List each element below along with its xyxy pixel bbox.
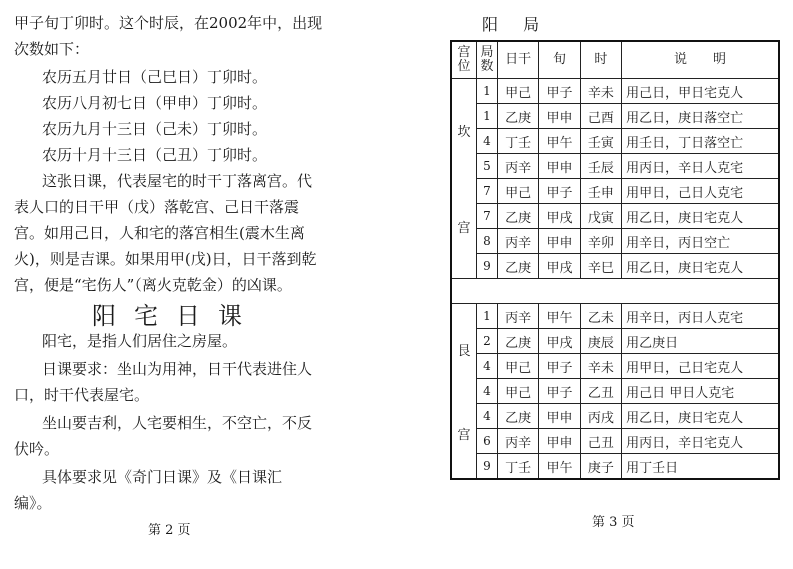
desc-cell: 用乙日，庚日落空亡 <box>622 104 779 129</box>
text-line: 具体要求见《奇门日课》及《日课汇 <box>42 468 283 486</box>
desc-cell: 用乙日，庚日宅克人 <box>622 204 779 229</box>
rigan-cell: 乙庚 <box>498 104 539 129</box>
shi-cell: 己酉 <box>580 104 621 129</box>
header-desc: 说 明 <box>622 41 779 79</box>
ju-cell: 1 <box>477 79 498 104</box>
ju-cell: 7 <box>477 204 498 229</box>
palace-char: 坎 <box>457 125 471 140</box>
ju-cell: 7 <box>477 179 498 204</box>
text-line: 阳宅，是指人们居住之房屋。 <box>42 332 238 350</box>
xun-cell: 甲申 <box>539 104 580 129</box>
desc-cell: 用己日 甲日人克宅 <box>622 379 779 404</box>
text-line: 伏吟。 <box>14 440 60 458</box>
rigan-cell: 乙庚 <box>498 404 539 429</box>
table-row <box>451 354 779 379</box>
xun-cell: 甲子 <box>539 379 580 404</box>
rigan-cell: 甲己 <box>498 179 539 204</box>
shi-cell: 辛巳 <box>580 254 621 279</box>
xun-cell: 甲子 <box>539 354 580 379</box>
ju-cell: 1 <box>477 104 498 129</box>
palace-char: 艮 <box>457 343 471 359</box>
rigan-cell: 甲己 <box>498 379 539 404</box>
xun-cell: 甲戌 <box>539 254 580 279</box>
text-line: 农历九月十三日（己未）丁卯时。 <box>42 120 268 138</box>
text-line: 农历十月十三日（己丑）丁卯时。 <box>42 146 268 164</box>
table-row <box>451 79 779 104</box>
header-rigan: 日干 <box>498 41 539 79</box>
shi-cell: 壬申 <box>580 179 621 204</box>
ju-cell: 6 <box>477 429 498 454</box>
rigan-cell: 乙庚 <box>498 254 539 279</box>
xun-cell: 甲申 <box>539 229 580 254</box>
rigan-cell: 丙辛 <box>498 304 539 329</box>
page-number: 第 3 页 <box>592 515 635 530</box>
ju-cell: 8 <box>477 229 498 254</box>
header-ju: 局数 <box>477 41 498 79</box>
shi-cell: 壬寅 <box>580 129 621 154</box>
desc-cell: 用乙庚日 <box>622 329 779 354</box>
text-line: 宫，便是“宅伤人”（离火克乾金）的凶课。 <box>14 276 292 294</box>
desc-cell: 用丙日，辛日人克宅 <box>622 154 779 179</box>
table-header-row <box>451 41 779 79</box>
yang-ju-table <box>450 40 780 480</box>
text-line: 甲子旬丁卯时。这个时辰，在2002年中，出现 <box>14 14 323 32</box>
text-line: 火)，则是吉课。如果用甲(戊)日，日干落到乾 <box>14 250 317 268</box>
text-line: 口，时干代表屋宅。 <box>14 386 150 404</box>
table-row <box>451 304 779 329</box>
rigan-cell: 丁壬 <box>498 454 539 480</box>
ju-cell: 9 <box>477 254 498 279</box>
shi-cell: 辛卯 <box>580 229 621 254</box>
desc-cell: 用甲日，己日宅克人 <box>622 354 779 379</box>
ju-cell: 9 <box>477 454 498 480</box>
desc-cell: 用丙日，辛日宅克人 <box>622 429 779 454</box>
desc-cell: 用乙日，庚日宅克人 <box>622 254 779 279</box>
ju-cell: 1 <box>477 304 498 329</box>
rigan-cell: 丁壬 <box>498 129 539 154</box>
ju-cell: 4 <box>477 129 498 154</box>
shi-cell: 乙丑 <box>580 379 621 404</box>
rigan-cell: 丙辛 <box>498 229 539 254</box>
shi-cell: 辛未 <box>580 354 621 379</box>
xun-cell: 甲午 <box>539 129 580 154</box>
header-shi: 时 <box>580 41 621 79</box>
table-row <box>451 404 779 429</box>
desc-cell: 用辛日，丙日人克宅 <box>622 304 779 329</box>
ju-cell: 4 <box>477 379 498 404</box>
table-row <box>451 104 779 129</box>
desc-cell: 用甲日，己日人克宅 <box>622 179 779 204</box>
table-row <box>451 379 779 404</box>
xun-cell: 甲戌 <box>539 329 580 354</box>
palace-char: 宫 <box>457 427 471 443</box>
shi-cell: 庚子 <box>580 454 621 480</box>
table-row <box>451 454 779 480</box>
desc-cell: 用乙日，庚日宅克人 <box>622 404 779 429</box>
shi-cell: 丙戌 <box>580 404 621 429</box>
rigan-cell: 甲己 <box>498 354 539 379</box>
page-number: 第 2 页 <box>148 523 191 538</box>
section-heading: 阳宅日课 <box>92 302 260 330</box>
text-line: 次数如下： <box>14 40 90 58</box>
ju-cell: 4 <box>477 354 498 379</box>
xun-cell: 甲申 <box>539 154 580 179</box>
text-line: 农历五月廿日（己巳日）丁卯时。 <box>42 68 268 86</box>
right-page <box>400 0 793 569</box>
shi-cell: 辛未 <box>580 79 621 104</box>
palace-cell <box>451 79 477 279</box>
text-line: 编》。 <box>14 494 52 512</box>
rigan-cell: 乙庚 <box>498 329 539 354</box>
xun-cell: 甲戌 <box>539 204 580 229</box>
table-row <box>451 154 779 179</box>
shi-cell: 壬辰 <box>580 154 621 179</box>
xun-cell: 甲子 <box>539 179 580 204</box>
ju-cell: 5 <box>477 154 498 179</box>
table-row <box>451 229 779 254</box>
desc-cell: 用辛日，丙日空亡 <box>622 229 779 254</box>
palace-cell <box>451 304 477 480</box>
table-row <box>451 204 779 229</box>
text-line: 农历八月初七日（甲申）丁卯时。 <box>42 94 268 112</box>
text-line: 日课要求：坐山为用神，日干代表进住人 <box>42 360 313 378</box>
desc-cell: 用丁壬日 <box>622 454 779 480</box>
shi-cell: 庚辰 <box>580 329 621 354</box>
text-line: 坐山要吉利，人宅要相生，不空亡，不反 <box>42 414 313 432</box>
table-row <box>451 179 779 204</box>
header-palace: 宫位 <box>451 41 477 79</box>
table-row <box>451 129 779 154</box>
text-line: 这张日课，代表屋宅的时干丁落离宫。代 <box>42 172 313 190</box>
rigan-cell: 甲己 <box>498 79 539 104</box>
table-row <box>451 329 779 354</box>
separator-cell <box>451 279 779 304</box>
xun-cell: 甲午 <box>539 454 580 480</box>
xun-cell: 甲子 <box>539 79 580 104</box>
ju-cell: 2 <box>477 329 498 354</box>
rigan-cell: 丙辛 <box>498 429 539 454</box>
separator-row <box>451 279 779 304</box>
desc-cell: 用己日，甲日宅克人 <box>622 79 779 104</box>
ju-cell: 4 <box>477 404 498 429</box>
rigan-cell: 丙辛 <box>498 154 539 179</box>
shi-cell: 乙未 <box>580 304 621 329</box>
header-xun: 旬 <box>539 41 580 79</box>
table-title: 阳 局 <box>482 15 550 34</box>
text-line: 宫。如用己日，人和宅的落宫相生(震木生离 <box>14 224 305 242</box>
shi-cell: 己丑 <box>580 429 621 454</box>
palace-char: 宫 <box>457 221 471 236</box>
xun-cell: 甲申 <box>539 404 580 429</box>
text-line: 表人口的日干甲（戊）落乾宫、己日干落震 <box>14 198 300 216</box>
table-row <box>451 429 779 454</box>
table-row <box>451 254 779 279</box>
shi-cell: 戊寅 <box>580 204 621 229</box>
desc-cell: 用壬日，丁日落空亡 <box>622 129 779 154</box>
xun-cell: 甲午 <box>539 304 580 329</box>
xun-cell: 甲申 <box>539 429 580 454</box>
rigan-cell: 乙庚 <box>498 204 539 229</box>
